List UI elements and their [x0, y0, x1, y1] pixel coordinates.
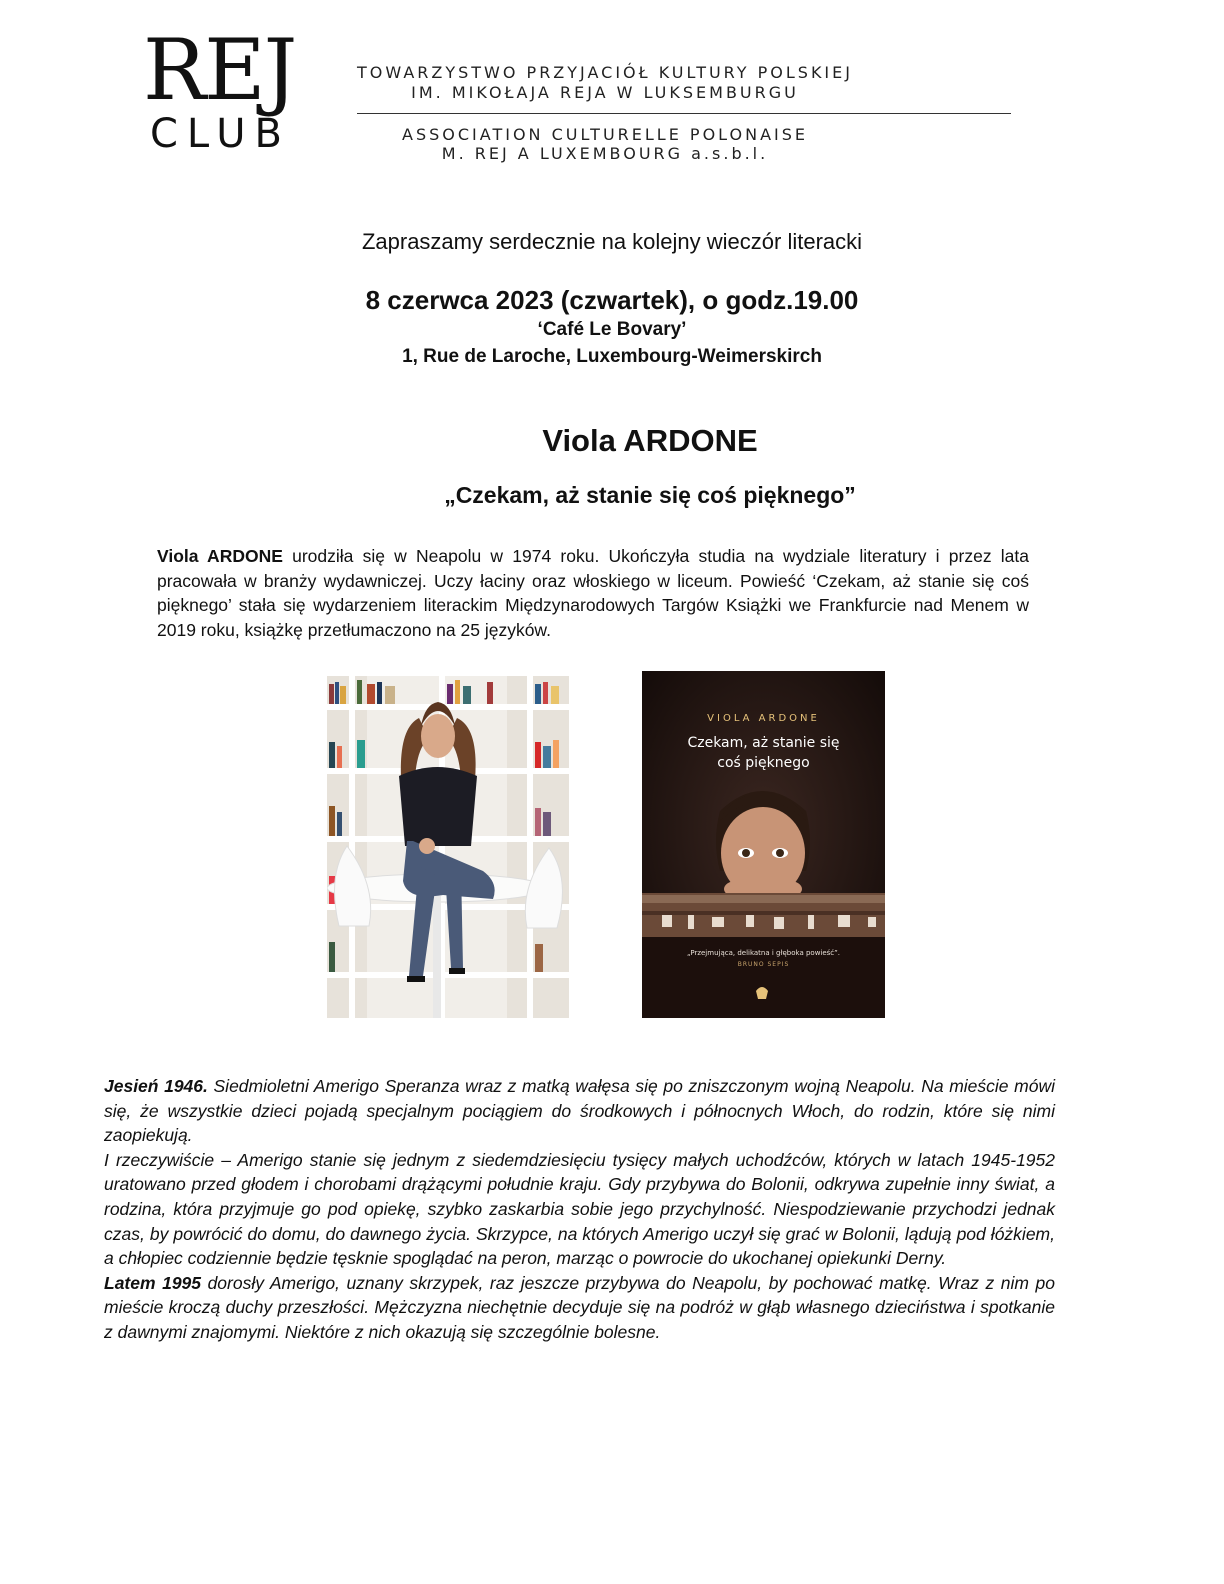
org-name-fr-line2: M. REJ A LUXEMBOURG a.s.b.l. [441, 144, 769, 163]
cover-title-line2: coś pięknego [717, 755, 810, 771]
logo-club: CLUB [150, 111, 291, 157]
logo-rej: REJ [143, 21, 296, 119]
synopsis-p1-lead: Jesień 1946. [104, 1076, 208, 1096]
org-name-fr-line1: ASSOCIATION CULTURELLE POLONAISE [402, 125, 808, 144]
event-venue: ‘Café Le Bovary’ [537, 319, 687, 340]
synopsis-p1-text: Siedmioletni Amerigo Speranza wraz z matką wałęsa się po zniszczonym wojną Neapolu. Na mieście mówi się, że wszystkie dzieci pojadą specjalnym pociągiem do środkowych i północnych Włoch, do rodzin, które się nimi zaopiekują. [104, 1076, 1055, 1146]
author-bio [157, 544, 1029, 642]
book-cover [642, 671, 885, 1018]
author-photo [327, 676, 569, 1018]
cover-quote: „Przejmująca, delikatna i głęboka powieść”. [686, 949, 841, 957]
author-name: Viola ARDONE [542, 423, 758, 458]
cover-title [642, 733, 885, 773]
synopsis-paragraph-1 [104, 1074, 1055, 1148]
event-address: 1, Rue de Laroche, Luxembourg-Weimerskirch [402, 346, 822, 367]
header-divider [357, 113, 1011, 114]
bio-text: urodziła się w Neapolu w 1974 roku. Ukończyła studia na wydziale literatury i przez lata pracowała w branży wydawniczej. Uczy łaciny oraz włoskiego w liceum. Powieść ‘Czekam, aż stanie się coś pięknego’ stała się wydarzeniem literackim Międzynarodowych Targów Książki we Frankfurcie nad Menem w 2019 roku, książkę przetłumaczono na 25 języków. [157, 546, 1029, 640]
book-synopsis [104, 1074, 1055, 1345]
synopsis-p3-text: dorosły Amerigo, uznany skrzypek, raz jeszcze przybywa do Neapolu, by pochować matkę. Wraz z nim po mieście kroczą duchy przeszłości. Mężczyzna niechętnie decyduje się na podróż w głąb własnego dzieciństwa i spotkanie z dawnymi znajomymi. Niektóre z nich okazują się szczególnie bolesne. [104, 1272, 1055, 1342]
org-name-pl-line2: IM. MIKOŁAJA REJA W LUKSEMBURGU [411, 83, 799, 102]
bio-author-name: Viola ARDONE [157, 546, 283, 566]
book-title: „Czekam, aż stanie się coś pięknego” [444, 482, 856, 508]
cover-author: VIOLA ARDONE [707, 713, 820, 724]
synopsis-paragraph-2: I rzeczywiście – Amerigo stanie się jednym z siedemdziesięciu tysięcy małych uchodźców, których w latach 1945-1952 uratowano przed głodem i chorobami drążącymi południe kraju. Gdy przybywa do Bolonii, odkrywa zupełnie inny świat, a rodzina, która przyjmuje go pod opiekę, szybko zaskarbia sobie jego przychylność. Niespodziewanie przychodzi jednak czas, by powrócić do domu, do dawnego życia. Skrzypce, na których Amerigo uczył się grać w Bolonii, lądują pod łóżkiem, a chłopiec codziennie będzie tęsknie spoglądać na peron, marząc o powrocie do ukochanej opiekunki Derny. [104, 1149, 1055, 1269]
cover-quote-author: BRUNO SEPIS [737, 961, 790, 968]
org-name-pl-line1: TOWARZYSTWO PRZYJACIÓŁ KULTURY POLSKIEJ [357, 63, 853, 82]
synopsis-paragraph-3 [104, 1271, 1055, 1345]
event-date: 8 czerwca 2023 (czwartek), o godz.19.00 [365, 285, 859, 315]
invitation-text: Zapraszamy serdecznie na kolejny wieczór literacki [361, 229, 863, 254]
synopsis-p3-lead: Latem 1995 [104, 1272, 202, 1293]
cover-title-line1: Czekam, aż stanie się [687, 735, 840, 751]
